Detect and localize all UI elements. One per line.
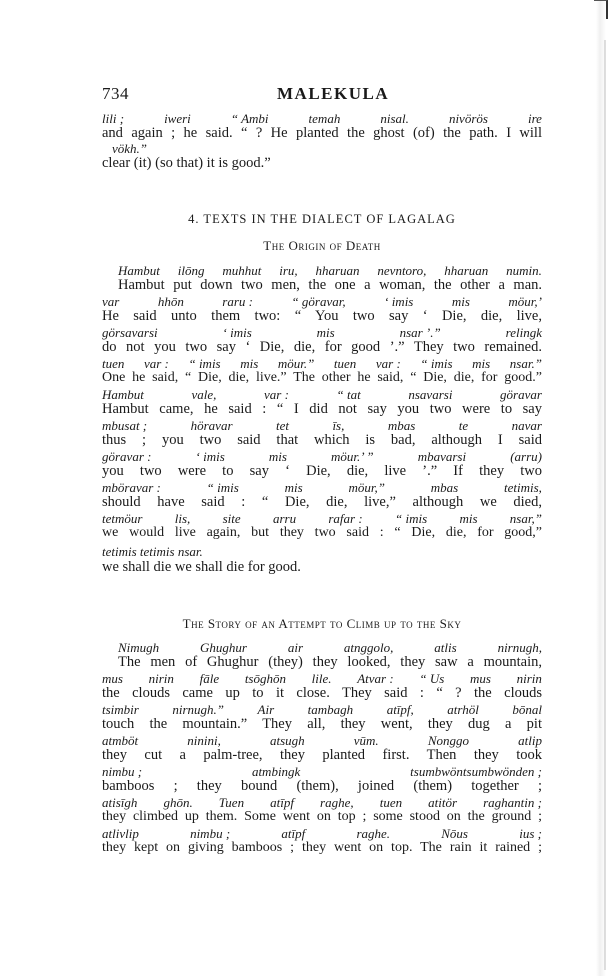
word: mis xyxy=(316,325,335,340)
translation-line: thus ; you two said that which is bad, although I said xyxy=(102,432,542,448)
word: möur.” xyxy=(277,356,315,371)
word: ilōng xyxy=(177,263,205,278)
vernacular-line xyxy=(102,703,542,716)
word: fāle xyxy=(199,671,220,686)
word: hharuan xyxy=(444,263,489,278)
vernacular-line xyxy=(102,112,542,125)
vernacular-line xyxy=(102,827,542,840)
translation-line: The men of Ghughur (they) they looked, they saw a mountain, xyxy=(118,654,542,670)
translation-line: and again ; he said. “ ? He planted the ghost (of) the path. I will xyxy=(102,125,542,141)
word: göravar : xyxy=(102,449,152,464)
word: “ Us xyxy=(419,671,445,686)
word: nsavarsi xyxy=(408,387,453,402)
word: atlip xyxy=(518,733,542,748)
word: atisīgh xyxy=(102,795,138,810)
word: “ göravar, xyxy=(291,294,346,309)
word: hhōn xyxy=(157,294,184,309)
translation-line: clear (it) (so that) it is good.” xyxy=(102,155,271,171)
translation-line: we shall die we shall die for good. xyxy=(102,559,301,575)
word: atnggolo, xyxy=(343,640,394,655)
word: tsumbwöntsumbwönden ; xyxy=(410,764,542,779)
translation-line: He said unto them two: “ You two say ‘ Die, die, live, xyxy=(102,308,542,324)
word: ‘ imis xyxy=(195,449,225,464)
word: vale, xyxy=(191,387,217,402)
word: tetimis tetimis nsar. xyxy=(102,544,203,559)
word: nsar,” xyxy=(509,511,542,526)
word: “ imis xyxy=(188,356,221,371)
word: vökh.” xyxy=(112,141,148,156)
word: tsōghōn xyxy=(244,671,286,686)
vernacular-line xyxy=(102,264,542,277)
word: lile. xyxy=(311,671,332,686)
word: te xyxy=(458,418,469,433)
word: “ imis xyxy=(394,511,428,526)
word: tetimis, xyxy=(504,480,542,495)
word: Atvar : xyxy=(357,671,394,686)
word: Air xyxy=(257,702,275,717)
word: (arru) xyxy=(510,449,542,464)
translation-line: touch the mountain.” They all, they went, they dug a pit xyxy=(102,716,542,732)
word: mis xyxy=(284,480,303,495)
word: lis, xyxy=(174,511,191,526)
word: “ Ambi xyxy=(230,111,269,126)
word: hharuan xyxy=(315,263,360,278)
word: vūm. xyxy=(353,733,379,748)
running-head: MALEKULA xyxy=(277,84,390,103)
translation-line: should have said : “ Die, die, live,” although we died, xyxy=(102,494,542,510)
word: var : xyxy=(264,387,289,402)
word: atīpf xyxy=(270,795,294,810)
page-header xyxy=(102,84,542,108)
vernacular-line xyxy=(102,295,542,308)
word: nirin xyxy=(516,671,542,686)
word: relingk xyxy=(505,325,542,340)
word: bōnal xyxy=(512,702,542,717)
word: mbas xyxy=(387,418,416,433)
word: iweri xyxy=(164,111,191,126)
story-title: The Story of an Attempt to Climb up to the Sky xyxy=(182,616,462,631)
translation-line: they cut a palm-tree, they planted first. Then they took xyxy=(102,747,542,763)
word: var xyxy=(102,294,120,309)
vernacular-line xyxy=(102,357,542,370)
translation-line: you two were to say ‘ Die, die, live ’.” If they two xyxy=(102,463,542,479)
word: ‘ imis xyxy=(222,325,252,340)
word: atlis xyxy=(434,640,457,655)
word: nevntoro, xyxy=(377,263,427,278)
word: “ imis xyxy=(206,480,239,495)
word: mis xyxy=(240,356,259,371)
word: iru, xyxy=(279,263,298,278)
word: nsar.” xyxy=(509,356,542,371)
word: var : xyxy=(375,356,401,371)
word: īs, xyxy=(332,418,345,433)
word: mbusat ; xyxy=(102,418,148,433)
word: nirnugh, xyxy=(497,640,542,655)
word: mus xyxy=(102,671,123,686)
word: ‘ imis xyxy=(384,294,414,309)
vernacular-line xyxy=(102,326,542,339)
page-edge-shadow xyxy=(604,40,606,970)
word: mbavarsi xyxy=(417,449,467,464)
word: var : xyxy=(143,356,169,371)
word: nimbu ; xyxy=(190,826,231,841)
vernacular-line xyxy=(112,142,212,155)
word: möur.’ ” xyxy=(331,449,374,464)
translation-line: do not you two say ‘ Die, die, for good ’.” They two remained. xyxy=(102,339,542,355)
word: Tuen xyxy=(218,795,245,810)
section-heading: 4. TEXTS IN THE DIALECT OF LAGALAG xyxy=(188,212,456,226)
word: lili ; xyxy=(102,111,125,126)
word: tetmöur xyxy=(102,511,143,526)
vernacular-line xyxy=(102,545,542,558)
word: nimbu ; xyxy=(102,764,143,779)
word: möur,” xyxy=(348,480,385,495)
word: nivörös xyxy=(448,111,488,126)
word: temah xyxy=(308,111,341,126)
vernacular-line xyxy=(102,734,542,747)
word: tuen xyxy=(379,795,403,810)
word: atmböt xyxy=(102,733,139,748)
translation-line: we would live again, but they two said : “ Die, die, for good,” xyxy=(102,525,542,540)
translation-line: they kept on giving bamboos ; they went on top. The rain it rained ; xyxy=(102,840,542,855)
word: görsavarsi xyxy=(102,325,158,340)
word: muhhut xyxy=(222,263,262,278)
word: ninini, xyxy=(187,733,221,748)
vernacular-line xyxy=(102,796,542,809)
word: nirnugh.” xyxy=(172,702,225,717)
word: mbas xyxy=(430,480,459,495)
translation-line: they climbed up them. Some went on top ; some stood on the ground ; xyxy=(102,809,542,824)
word: tsimbir xyxy=(102,702,139,717)
word: raghantin ; xyxy=(483,795,542,810)
word: göravar xyxy=(500,387,542,402)
word: tuen xyxy=(333,356,357,371)
word: atrhöl xyxy=(447,702,479,717)
word: “ tat xyxy=(336,387,361,402)
word: air xyxy=(287,640,304,655)
word: “ imis xyxy=(420,356,453,371)
translation-line: One he said, “ Die, die, live.” The other he said, “ Die, die, for good.” xyxy=(102,370,542,385)
word: numin. xyxy=(506,263,542,278)
vernacular-line xyxy=(102,481,542,494)
word: mböravar : xyxy=(102,480,161,495)
section-subtitle: The Origin of Death xyxy=(263,238,381,253)
word: raghe, xyxy=(320,795,354,810)
vernacular-line xyxy=(102,419,542,432)
word: Nōus xyxy=(441,826,468,841)
vernacular-line xyxy=(102,388,542,401)
word: mis xyxy=(459,511,478,526)
word: raru : xyxy=(222,294,253,309)
word: site xyxy=(222,511,241,526)
translation-line: Hambut put down two men, the one a woman, the other a man. xyxy=(118,277,542,293)
word: atīpf, xyxy=(386,702,414,717)
word: nirin xyxy=(148,671,174,686)
word: atsugh xyxy=(269,733,305,748)
word: Hambut xyxy=(118,263,160,278)
word: Nonggo xyxy=(427,733,469,748)
word: Ghughur xyxy=(200,640,247,655)
word: atitör xyxy=(428,795,458,810)
page-corner-mark xyxy=(594,0,608,19)
translation-line: the clouds came up to it close. They said : “ ? the clouds xyxy=(102,685,542,701)
word: mis xyxy=(472,356,491,371)
word: raghe. xyxy=(356,826,391,841)
vernacular-line xyxy=(102,672,542,685)
word: atīpf xyxy=(281,826,306,841)
word: nisal. xyxy=(380,111,409,126)
word: ghōn. xyxy=(163,795,193,810)
translation-line: bamboos ; they bound (them), joined (them) together ; xyxy=(102,778,542,794)
word: rafar : xyxy=(328,511,363,526)
word: möur,’ xyxy=(508,294,542,309)
word: tuen xyxy=(102,356,125,371)
word: mis xyxy=(268,449,287,464)
word: tet xyxy=(275,418,289,433)
vernacular-line xyxy=(102,641,542,654)
word: atlivlip xyxy=(102,826,139,841)
word: nsar ’.” xyxy=(399,325,441,340)
word: ire xyxy=(527,111,542,126)
page-number: 734 xyxy=(102,84,129,103)
word: atmbingk xyxy=(251,764,301,779)
word: tambagh xyxy=(307,702,354,717)
word: höravar xyxy=(190,418,233,433)
word: ius ; xyxy=(519,826,542,841)
vernacular-line xyxy=(102,765,542,778)
word: mis xyxy=(451,294,470,309)
translation-line: Hambut came, he said : “ I did not say you two were to say xyxy=(102,401,542,417)
word: arru xyxy=(272,511,297,526)
word: Nimugh xyxy=(118,640,160,655)
word: mus xyxy=(470,671,491,686)
word: navar xyxy=(511,418,542,433)
vernacular-line xyxy=(102,450,542,463)
vernacular-line xyxy=(102,512,542,525)
word: Hambut xyxy=(102,387,144,402)
